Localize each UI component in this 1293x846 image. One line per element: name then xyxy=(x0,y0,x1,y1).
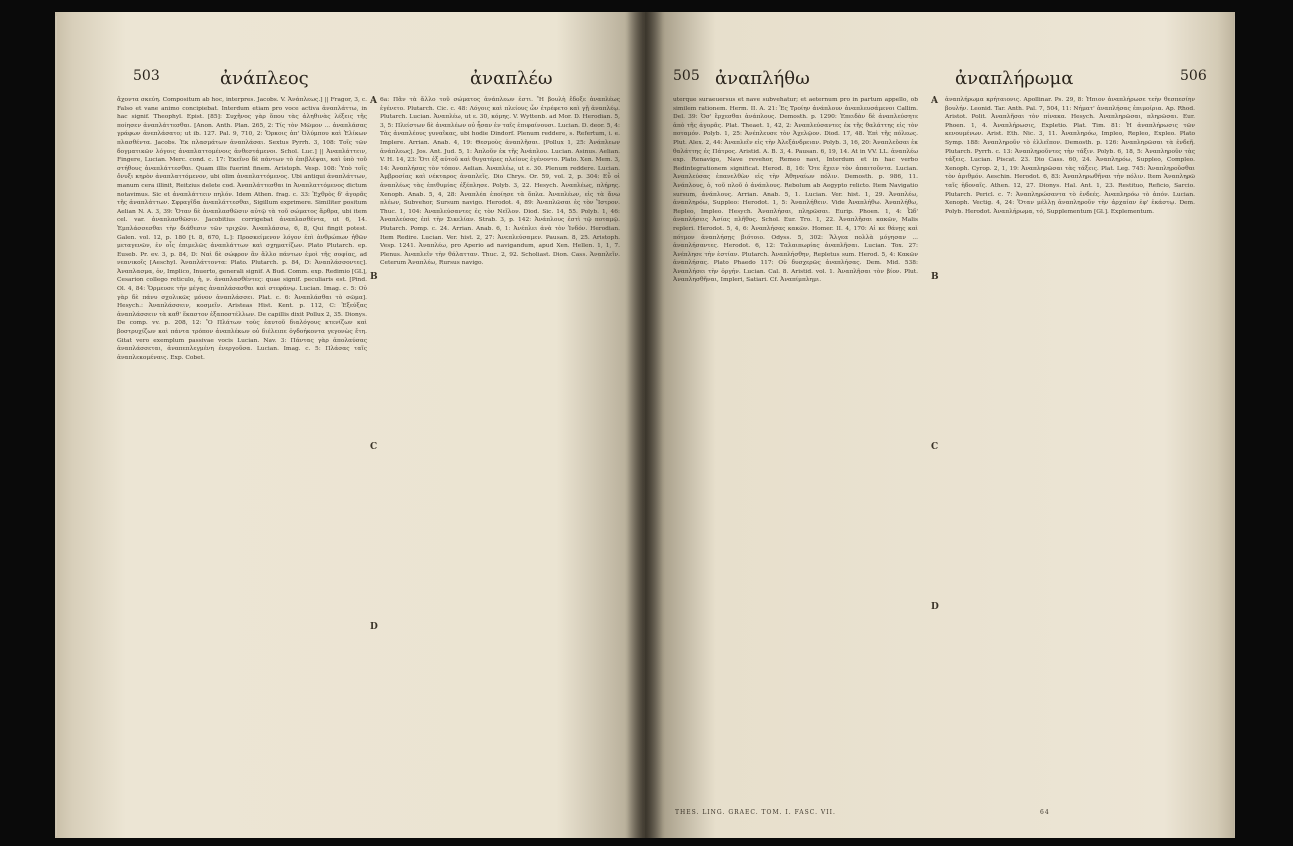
open-book xyxy=(55,12,1235,838)
page-edges-right xyxy=(1233,16,1235,836)
page-number-right: 506 xyxy=(1180,68,1207,84)
page-number-right-a: 505 xyxy=(673,68,700,84)
left-page xyxy=(55,12,645,838)
margin-letter-b-right: B xyxy=(931,272,939,282)
right-page xyxy=(645,12,1235,838)
headword-left-b: ἀναπλέω xyxy=(470,68,553,89)
left-column-b: 6a: Πᾶν τὰ ἄλλο τοῦ σώματος ἀνάπλεων ἐστι. Ἢ βουλὴ ἔδοξε ἀναπλέως ἐγένετο. Plutarch. Cic. c. 48: Λόγοις καὶ πλείους ὧν ἐτρέφετο καὶ γῇ ἀναπλέῳ. Plutarch. Lucian. Ἀναπλέω, ut ε. 30, κόμης. V. Wyttenb. ad Mor. D. Herodian. 5, 3, 5: Πλείστων δὲ ἀναπλέων οὐ ἦσαν ἐν ταῖς ἐπιφαίνουσι. Lucian. D. deor. 5, 4: Τὰς ἀναπλέους γυναῖκας, ubi hodie Dindorf. Plenum reddere, s. Refertum, i. e. Implere. Arrian. Anab. 4, 19: Θεσμοὺς ἀναπλῆσαι. [Pollux 1, 25: Ἀνάπλεων ἀνάπλεως]. Jos. Ant. Jud. 5, 1: Ἀπλοῦν ἐκ τῆς Ἀνάπλου. Lucian. Asinus. Aelian. V. H. 14, 23: Ὅτι ἐξ αὐτοῦ καὶ θυγατέρες πλείους ἐγένοντο. Plato. Xen. Mem. 3, 14: Ἀναπλήσας τὸν τόπον. Aelian. Ἀναπλέω, ut ε. 30. Plenum reddere. Lucian. Ἀμβροσίας καὶ νέκταρος ἀναπλεῖς. Dio Chrys. Or. 59, vol. 2, p. 304: Εὖ οἱ ἀναπλέως τὰς ἐπιθυμίας ἐξέπλησε. Polyb. 3, 22. Hesych. Ἀναπλέως, πλήρης. Xenoph. Anab. 5, 4, 28: Ἀναπλέα ἐποίησε τὰ ὅπλα. Ἀναπλέων, εἰς τὰ ἄνω πλέων, Subvehor, Sursum navigo. Herodot. 4, 89: Ἀναπλῶσαι ἐς τὸν Ἴστρον. Thuc. 1, 104: Ἀναπλεύσαντες ἐς τὸν Νεῖλον. Diod. Sic. 14, 55. Polyb. 1, 46: Ἀναπλεύσας ἐπὶ τὴν Σικελίαν. Strab. 3, p. 142: Ἀνάπλους ἐστὶ τῷ ποταμῷ. Plutarch. Pomp. c. 24. Arrian. Anab. 6, 1: Ἀνέπλει ἀνὰ τὸν Ἰνδόν. Herodian. Item Redire. Lucian. Ver. hist. 2, 27: Ἀνεπλεύσαμεν. Pausan. 8, 25. Aristoph. Vesp. 1241. Ἀναπλέω, pro Aperio ad navigandum, apud Xen. Hellen. 1, 1, 7. Plenus. Ἀναπλεῖν τὴν θάλατταν. Thuc. 2, 92. Scholiast. Dion. Cass. Ἀναπλεῖν. Ceterum Ἀναπλέω, Rursus navigo. xyxy=(380,97,620,267)
margin-letter-c-right: C xyxy=(931,442,939,452)
margin-letter-a: A xyxy=(370,96,377,106)
headword-left-a: ἀνάπλεος xyxy=(220,68,309,89)
margin-letter-d: D xyxy=(370,622,378,632)
headword-right-a: ἀναπλήθω xyxy=(715,68,810,89)
margin-letter-c: C xyxy=(370,442,378,452)
right-column-d: ἀναπλήρωμα κρήταιονις. Apollinar. Ps. 29, 8: Ἠπιον ἀναπλήρωσε τεὴν θεσπεσίην βουλήν. Leonid. Tar. Anth. Pal. 7, 504, 11: Νήματ' ἀναπλήσας ἐπιμοίρια. Ap. Rhod. Aristot. Polit. Ἀναπλῆσαι τὸν πίνακα. Hesych. Ἀναπληρῶσαι, πληρῶσαι. Eur. Phoen. 1, 4. Ἀναπλήρωσις, Expletio. Plat. Tim. 81: Ἡ ἀναπλήρωσις τῶν κενουμένων. Arist. Eth. Nic. 3, 11. Ἀναπληρόω, Impleo, Repleo, Expleo. Plato Symp. 188: Ἀναπληροῦν τὸ ἐλλεῖπον. Demosth. p. 126: Ἀναπληρῶσαι τὰ ἐνδεῆ. Plutarch. Pyrrh. c. 13: Ἀναπληροῦντες τὴν τάξιν. Polyb. 6, 18, 5: Ἀναπληροῦν τὰς τάξεις. Lucian. Piscat. 23. Dio Cass. 60, 24. Ἀναπληρόω, Suppleo, Compleo. Xenoph. Cyrop. 2, 1, 19: Ἀναπληρῶσαι τὰς τάξεις. Plat. Leg. 745: Ἀναπληροῦσθαι τὸν ἀριθμόν. Aeschin. Herodot. 6, 83: Ἀναπληρωθῆναι τὴν πόλιν. Item Ἀναπληρῶ ταῖς ἡδοναῖς. Athen. 12, 27. Dionys. Hal. Ant. 1, 23. Restituo, Reficio, Sarcio. Plutarch. Pericl. c. 7: Ἀναπληρώσαντα τὸ ἐνδεές. Ἀναπληρόω τὸ ἀπόν. Lucian. Xenoph. Vectig. 4, 24: Ὅταν μέλλῃ ἀναπληροῦν τὴν ἀρχαίαν ἐφ' ἑκάστῳ. Dem. Polyb. Herodot. Ἀναπλήρωμα, τό, Supplementum [Gl.]. Explementum. xyxy=(945,97,1195,215)
margin-letter-a-right: A xyxy=(931,96,938,106)
headword-right-b: ἀναπλήρωμα xyxy=(955,68,1074,89)
margin-letter-d-right: D xyxy=(931,602,939,612)
footer-signature: THES. LING. GRAEC. TOM. I. FASC. VII. xyxy=(675,809,836,816)
page-edges-left xyxy=(55,16,57,836)
left-column-a: ἄχοντα σκεύη. Compositum ab hoc, interpres. Jacobs. V. Ἀνάπλεως.] || Fragor, 3, c. Falso et vane animo concipiebat. Interdum etiam pro voce activa ἀναπλάττω, in hac signif. Theophyl. Epist. [85]: Συχῆνος γὰρ ὅπου τὰς ἀληθινὰς λέξεις τῆς ποίησεν ἀναπλάττεσθαι. [Anon. Anth. Plan. 265, 2: Τίς τὸν Μῶμον ... ἀναπλάσας γράφων ἀνεπλάσατο; ut ib. 127. Pal. 9, 710, 2: Ὅρκοις ἀπ' Ὀλύμπου καὶ Ἑλίκων πλασθέντα. Jacobs. Ἐκ πλασμάτων ἀναπλάσαι. Sextus Pyrrh. 3, 108: Τοῖς τῶν δογματικῶν λόγοις ἀναπλαττομένοις ἀνθεστάμενοι. Schol. Luc.] || Ἀναπλάττειν, Fingere, Lucian. Merc. cond. c. 17: Ἐκεῖνο δὲ πάντων τὸ ἐπιβλέψαι, καὶ ὑπὸ τοῦ στήθους ἀναπλάττεσθαι. Quam illis fuerint finem. Aristoph. Vesp. 108: Ὑπὸ τοῖς ὄνυξι κηρὸν ἀναπλαττόμενον, ubi olim ἀναπλαττόμενος. Ubi antiqui ἀναπλάττων, manum cera illinit, Reitzius delete cod. Ἀναπλάττεσθαι in Ἀναπλαττόμενος dictum notavimus. Sic et ἀναπλάττειν πηλόν. Idem Athen. frag. c. 33: Ἐχθρὸς δ' ἀγορᾶς τῆς ἀναπλάττων. Σφραγῖδα ἀναπλάττεσθαι, Sigillum exprimere. Similiter positum Aelian N. A. 3, 39: Ὅταν δὲ ἀναπλασθῶσιν αὐτῷ τὰ τοῦ σώματος ἄρθρα, ubi item cel. var. ἀναπλασθῶσιν. Jacobitius corrigebat ἀναπλασθέντα, ut 6, 14. Ἐμπλάσσεσθαι τὴν διάθεσιν τῶν τριχῶν. Ἀναπλάσσω, 6, 8, Qui fingit potest. Galen. vol. 12, p. 180 [t. 8, 670, L.]: Προσκείμενον λόγον ἐπὶ ἀνθρώπων ἠθῶν μεταγενῶν, ἐν οἷς ἐπιμελῶς ἀναπλάττων καὶ σχηματίζων. Plato Plutarch. ep. Euseb. Pr. ev. 3, p. 84, D: Ναὶ δὲ σώφρον ἂν ἄλλο πάντων ἐμοὶ τῆς σοφίας, ad νεανικοῖς [Aeschyl. Ἀναπλάττοντα: Plato. Plutarch. p. 84, D: Ἀναπλάσσοντες]. Ἀναπλασμα, ὀν, Implico, Inuerto, generali signif. A Bud. Comm. exp. Redimio [GL], Cesarion collego reticulo, ἡ, ν. ἀναπλασθέντες: quae signif. peculiaris est. [Pind. Ol. 4, 84: Ὄρμευσε τὴν μέγας ἀναπλάσασθαι καὶ στεφάνῳ. Lucian. Imag. c. 5: Οὐ γὰρ δὲ πάνυ σχολικῶς μόνον ἀναπλάσσει. Plat. c. 6: Ἀναπλάσθαι τὸ σῶμα]. Hesych.: Ἀναπλάσσειν, κοσμεῖν. Aristeas Hist. Kent. p. 112, C: Ἐξεύξας ἀναπλάσσειν τὰ καθ' ἕκαστον ἐξαποστέλλων. De capillis dixit Pollux 2, 35. Dionys. De comp. vv. p. 208, 12: Ὃ Πλάτων τοὺς ἑαυτοῦ διαλόγους κτενίζων καὶ βοστρυχίζων καὶ πάντα τρόπον ἀναπλέκων οὐ διέλειπε ὀγδοήκοντα γεγονὼς ἔτη. Gitat vero exemplum passivae vocis Lucian. Nav. 3: Πάντας γὰρ ἀπολαύσας ἀναπλάσσεται, ἀναπεπλεγμένη ἐνεργοῦσα. Lucian. Imag. c. 5: Πλάσας ταῖς ἀναπλεκομέναις. Exp. Cobet. xyxy=(117,97,367,361)
footer-sheet-number: 64 xyxy=(1040,809,1050,816)
right-column-c: uterque suraeuersus et nave subvehatur; et aeternum pro in partum appello, ob similem rationem. Herm. II. A. 21: Ἐς Τροίην ἀνάπλουν ἀναπλευσάμενοι Callim. Del. 39: Ὁσ' ἔρχεσθαι ἀνάπλους. Demosth. p. 1290: Ἐπειδὰν δὲ ἀναπλεύσητε ἀπὸ τῆς ἀγορᾶς. Plat. Theaet. 1, 42, 2: Ἀναπλεύσαντες ἐκ τῆς θαλάττης εἰς τὸν ποταμόν. Polyb. 1, 25: Ἀνέπλευσε τὸν Ἀχελῷον. Diod. 17, 48. Ἐπὶ τῆς πόλεως. Plut. Alex. 2, 44: Ἀναπλεῖν εἰς τὴν Ἀλεξάνδρειαν. Polyb. 3, 16, 20: Ἀναπλεῦσαι ἐκ θαλάττης ἐς Πάτρος. Aristid. A. B. 3, 4. Pausan. 6, 19, 14. At in VV. LL. ἀναπλέω exp. Renavigo, Nave revehor, Remeo navi, Interdum et in hac verbo Redintegrationem significat. Herod. 8, 16: Ὅτε ἔχειν τὸν ἀπαιτοῦντα. Lucian. Ἀναπλεύσας ἐπανελθὼν εἰς τὴν Ἀθηναίων πόλιν. Demosth. p. 986, 11. Ἀνάπλους, ὁ, τοῦ πλοῦ ὁ ἀνάπλους. Rebolum ab Aegypto relicto. Item Navigatio sursum, ἀνάπλους. Arrian. Anab. 5, 1. Lucian. Ver. hist. 1, 29. Ἀναπλέω, ἀναπληρόω, Suppleo: Herodot. 1, 5: Ἀναπλήθειν. Vide Ἀναπλήθω. Ἀναπλήθω, Repleo, Impleo. Hesych. Ἀναπλήσαι, πληρῶσαι. Eurip. Phoen. 1, 4: Ὧδ' ἀναπλήσεις Ἀσίας πλῆθος. Schol. Eur. Tro. 1, 22. Ἀναπλῆσαι κακῶν, Malis repleri. Herodot. 5, 4, 6: Ἀναπλήσας κακῶν. Homer. II. 4, 170: Αἰ κε θάνῃς καὶ πότμον ἀναπλήσῃς βιότοιο. Odyss. 5, 302: Ἄλγεα πολλὰ μόγησαν ... ἀναπλήσαντες. Herodot. 6, 12: Ταλαιπωρίας ἀναπλῆσαι. Lucian. Tox. 27: Ἀνέπλησε τὴν ἑστίαν. Plutarch. Ἀναπλήσθην, Repletus sum. Herod. 5, 4: Κακῶν ἀναπλήσας. Plato Phaedo 117: Οὐ δυσχερῶς ἀναπλήσας. Dem. Mid. 538: Ἀναπλήσει τὴν ὀργήν. Lucian. Cal. 8. Aristid. vol. 1. Ἀναπλῆσαι τὸν βίον. Plut. Ἀναπλησθῆναι, Impleri, Satiari. Cf. Ἀναπίμπλημι. xyxy=(673,97,918,284)
book-gutter xyxy=(625,12,665,838)
page-number-left: 503 xyxy=(133,68,160,84)
margin-letter-b: B xyxy=(370,272,378,282)
